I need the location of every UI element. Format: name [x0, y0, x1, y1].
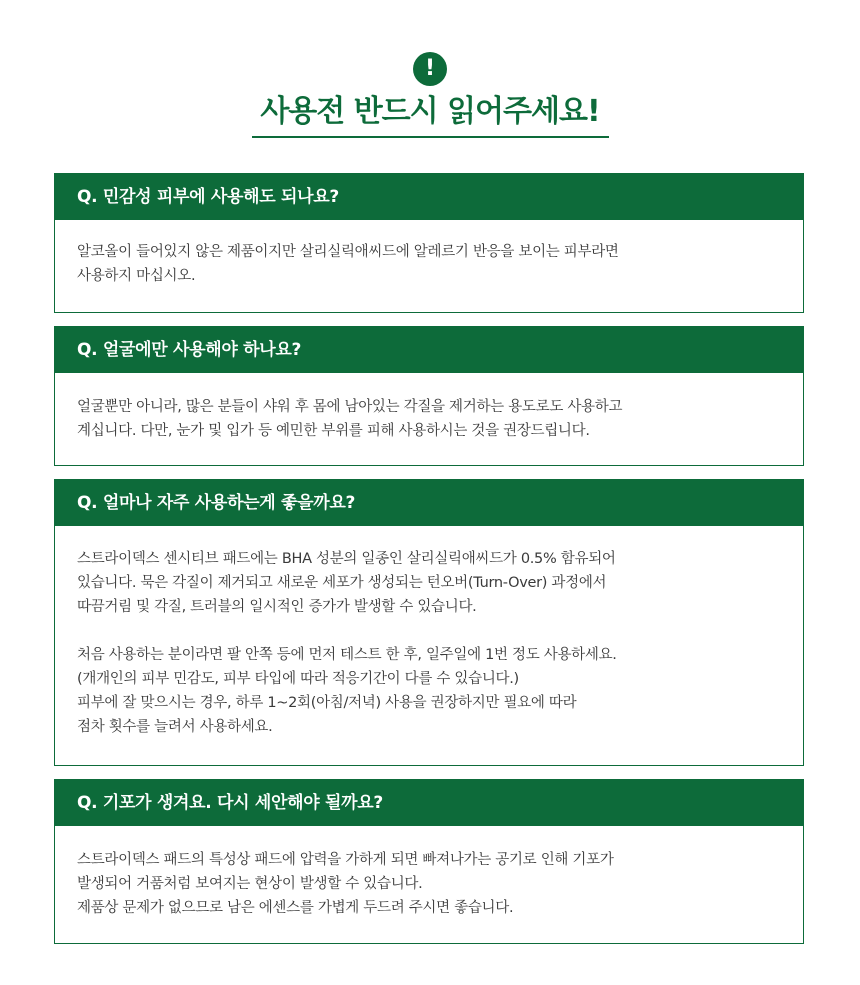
answer-line: 스트라이덱스 패드의 특성상 패드에 압력을 가하게 되면 빠져나가는 공기로 인해 기포가: [77, 852, 614, 868]
faq-card-sensitive-skin: [54, 173, 804, 313]
faq-answer: [55, 373, 803, 443]
answer-line: 계십니다. 다만, 눈가 및 입가 등 예민한 부위를 피해 사용하시는 것을 권장드립니다.: [77, 423, 590, 439]
answer-line: 처음 사용하는 분이라면 팔 안쪽 등에 먼저 테스트 한 후, 일주일에 1번 정도 사용하세요.: [77, 647, 617, 663]
faq-card-usage-frequency: [54, 479, 804, 766]
answer-line: 피부에 잘 맞으시는 경우, 하루 1~2회(아침/저녁) 사용을 권장하지만 필요에 따라: [77, 695, 577, 711]
faq-answer: [55, 220, 803, 288]
answer-line: 사용하지 마십시오.: [77, 268, 196, 284]
faq-answer: [55, 826, 803, 920]
answer-line: (개개인의 피부 민감도, 피부 타입에 따라 적응기간이 다를 수 있습니다.): [77, 671, 519, 687]
answer-line: 얼굴뿐만 아니라, 많은 분들이 샤워 후 몸에 남아있는 각질을 제거하는 용도로도 사용하고: [77, 399, 623, 415]
faq-question: Q. 얼굴에만 사용해야 하나요?: [55, 327, 803, 373]
answer-line: 따끔거림 및 각질, 트러블의 일시적인 증가가 발생할 수 있습니다.: [77, 599, 477, 615]
answer-line: 있습니다. 묵은 각질이 제거되고 새로운 세포가 생성되는 턴오버(Turn-Over) 과정에서: [77, 575, 607, 591]
exclamation-icon: !: [413, 52, 447, 86]
faq-card-bubbles: [54, 779, 804, 944]
page-title: 사용전 반드시 읽어주세요!: [260, 94, 600, 129]
faq-card-face-only: [54, 326, 804, 466]
answer-line: 발생되어 거품처럼 보여지는 현상이 발생할 수 있습니다.: [77, 876, 423, 892]
faq-question: Q. 민감성 피부에 사용해도 되나요?: [55, 174, 803, 220]
answer-line: 스트라이덱스 센시티브 패드에는 BHA 성분의 일종인 살리실릭애씨드가 0.5% 함유되어: [77, 551, 616, 567]
faq-answer: [55, 526, 803, 739]
answer-line: 점차 횟수를 늘려서 사용하세요.: [77, 719, 273, 735]
faq-question: Q. 기포가 생겨요. 다시 세안해야 될까요?: [55, 780, 803, 826]
faq-question: Q. 얼마나 자주 사용하는게 좋을까요?: [55, 480, 803, 526]
paragraph-gap: [77, 619, 783, 643]
page-header: [0, 0, 860, 150]
title-underline: [252, 136, 609, 138]
answer-line: 알코올이 들어있지 않은 제품이지만 살리실릭애씨드에 알레르기 반응을 보이는 피부라면: [77, 244, 619, 260]
answer-line: 제품상 문제가 없으므로 남은 에센스를 가볍게 두드려 주시면 좋습니다.: [77, 900, 514, 916]
